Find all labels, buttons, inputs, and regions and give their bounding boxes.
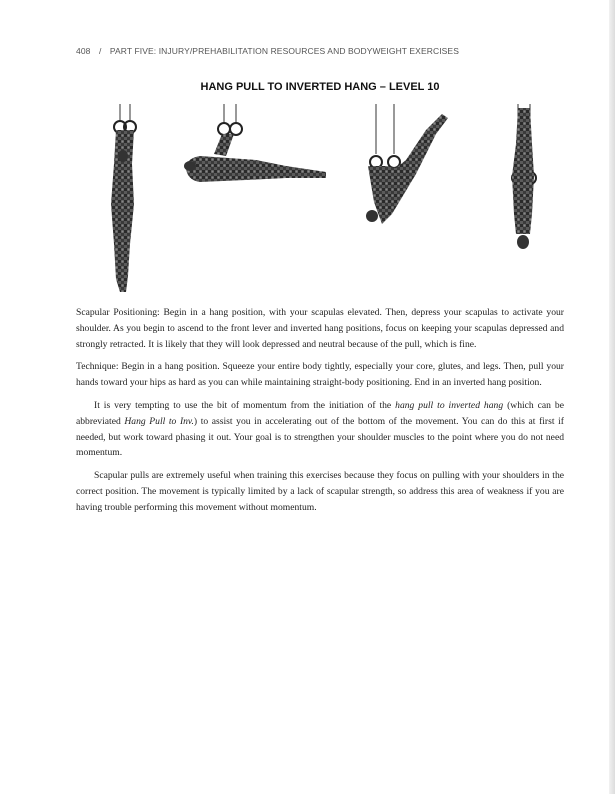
exercise-title: HANG PULL TO INVERTED HANG – LEVEL 10 bbox=[200, 81, 440, 93]
figure-inverted-hang bbox=[512, 104, 536, 249]
header-separator: / bbox=[98, 46, 102, 56]
figure-dead-hang bbox=[111, 104, 136, 292]
figures-illustration bbox=[76, 104, 564, 296]
body-text bbox=[76, 305, 564, 523]
figure-front-lever bbox=[184, 104, 326, 182]
paragraph-technique: Technique: Begin in a hang position. Squeeze your entire body tightly, especially your core, glutes, and legs. Then, pull your hands toward your hips as hard as you can while maintaining straight-body positioning. End in an inverted hang position. bbox=[76, 361, 564, 389]
page-number: 408 bbox=[76, 46, 91, 56]
running-header bbox=[76, 46, 465, 56]
figure-ascending bbox=[366, 104, 448, 224]
paragraph-scapular-positioning: Scapular Positioning: Begin in a hang position, with your scapulas elevated. Then, depress your scapulas to activate your shoulder. As you begin to ascend to the front lever and inverted hang positions, focus on keeping your scapulas depressed and strongly retracted. It is likely that they will look depressed and neutral because of the pull, which is fine. bbox=[76, 307, 564, 350]
momentum-text-b: (which can be abbreviated bbox=[76, 399, 564, 427]
momentum-text-c: ) to assist you in accelerating out of the bottom of the movement. You can do this at first if needed, but work toward phasing it out. Your goal is to strengthen your shoulder muscles to the point where you do not need momentum. bbox=[76, 415, 564, 459]
page-edge-shadow bbox=[609, 0, 615, 794]
momentum-emphasis-2: Hang Pull to Inv. bbox=[124, 415, 194, 427]
momentum-emphasis-1: hang pull to inverted hang bbox=[395, 399, 504, 411]
paragraph-scapular-pulls: Scapular pulls are extremely useful when training this exercises because they focus on pulling with your shoulders in the correct position. The movement is typically limited by a lack of scapular strength, so address this area of weakness if you are having trouble performing this movement without momentum. bbox=[76, 470, 564, 513]
momentum-text-a: It is very tempting to use the bit of momentum from the initiation of the bbox=[94, 399, 396, 411]
paragraph-momentum bbox=[76, 398, 564, 461]
running-title: PART FIVE: INJURY/PREHABILITATION RESOURCES AND BODYWEIGHT EXERCISES bbox=[109, 46, 459, 56]
exercise-figures bbox=[76, 104, 564, 296]
